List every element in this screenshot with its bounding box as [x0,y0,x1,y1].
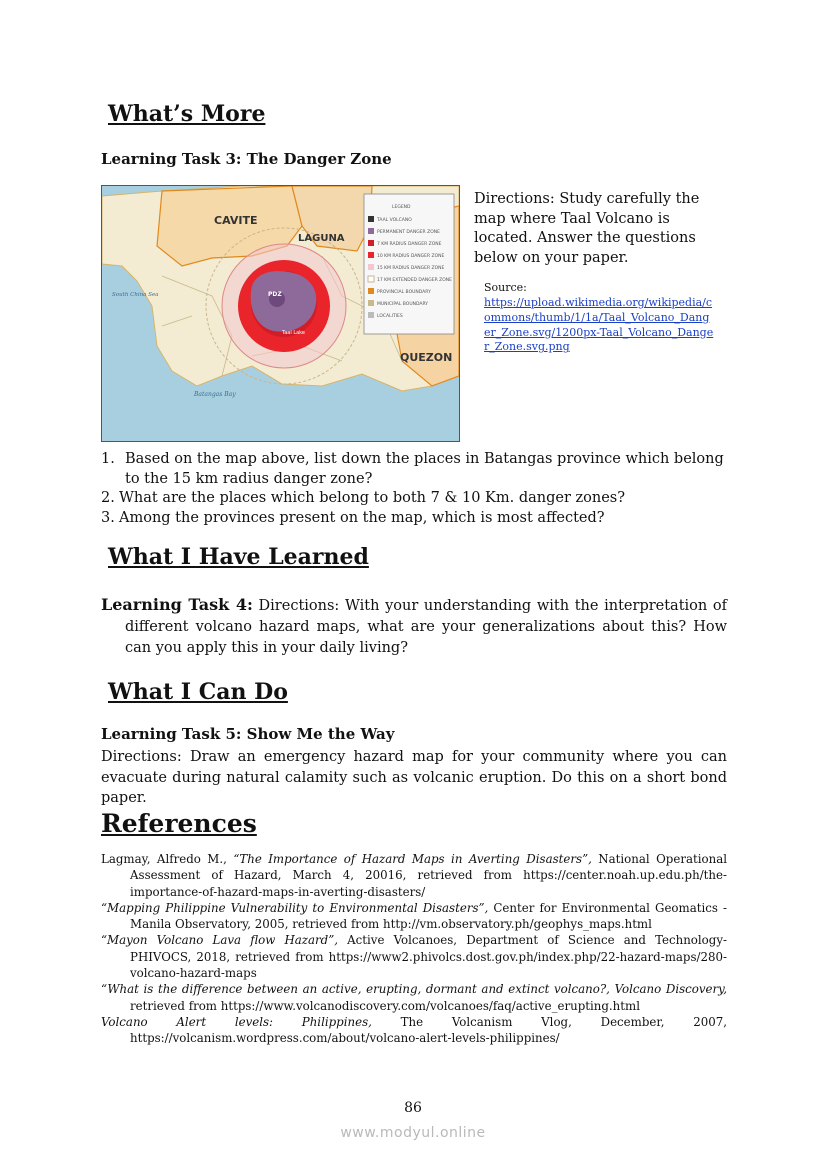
question-1: 1. Based on the map above, list down the places in Batangas province which belong to the 15 km radius danger zone? [101,451,724,487]
label-pdz: PDZ [268,291,282,298]
question-2: 2. What are the places which belong to both 7 & 10 Km. danger zones? [101,490,626,506]
svg-text:LOCALITIES: LOCALITIES [377,314,403,319]
svg-text:TAAL VOLCANO: TAAL VOLCANO [377,218,412,223]
map-legend-box [364,194,454,334]
legend-swatches [368,216,374,318]
taal-danger-zone-map [101,185,460,442]
page-number: 86 [404,1100,422,1116]
what-i-have-learned-heading: What I Have Learned [108,544,369,570]
task4-text: Directions: With your understanding with the interpretation of different volcano hazard maps, what are your generalizations about this? How can you apply this in your daily living? [125,598,727,656]
what-i-can-do-heading: What I Can Do [108,679,288,705]
svg-text:MUNICIPAL BOUNDARY: MUNICIPAL BOUNDARY [377,302,429,307]
source-link[interactable]: https://upload.wikimedia.org/wikipedia/commons/thumb/1/1a/Taal_Volcano_Danger_Zone.svg/1200px-Taal_Volcano_Danger_Zone.svg.png [484,296,714,354]
task4-label: Learning Task 4: [101,595,253,614]
label-sea: South China Sea [112,292,159,298]
svg-text:PROVINCIAL BOUNDARY: PROVINCIAL BOUNDARY [377,290,431,295]
task4-paragraph [101,594,727,659]
svg-text:7 KM RADIUS DANGER ZONE: 7 KM RADIUS DANGER ZONE [377,242,442,247]
label-cavite: CAVITE [214,214,258,227]
reference-item: “Mapping Philippine Vulnerability to Environmental Disasters”, Center for Environmental Geomatics - Manila Observatory, 2005, retrieved from http://vm.observatory.ph/geophys_maps.html [101,900,727,932]
svg-text:15 KM RADIUS DANGER ZONE: 15 KM RADIUS DANGER ZONE [377,266,445,271]
svg-text:PERMANENT DANGER ZONE: PERMANENT DANGER ZONE [377,230,440,235]
legend-title: LEGEND [392,205,411,210]
svg-text:10 KM RADIUS DANGER ZONE: 10 KM RADIUS DANGER ZONE [377,254,445,259]
source-label: Source: [484,281,527,294]
label-taal-lake: Taal Lake [282,330,305,336]
task5-text: Directions: Draw an emergency hazard map for your community where you can evacuate during natural calamity such as volcanic eruption. Do this on a short bond paper. [101,749,727,806]
task3-directions: Directions: Study carefully the map where Taal Volcano is located. Answer the questions below on your paper. [474,191,700,266]
label-laguna: LAGUNA [298,233,345,244]
watermark: www.modyul.online [340,1125,486,1141]
map-graphic [102,186,459,441]
reference-item: Lagmay, Alfredo M., “The Importance of Hazard Maps in Averting Disasters”, National Operational Assessment of Hazard, March 4, 20016, retrieved from https://center.noah.up.edu.ph/the-importance-of-hazard-maps-in-averting-disasters/ [101,852,728,899]
reference-item: “Mayon Volcano Lava flow Hazard”, Active Volcanoes, Department of Science and Technology-PHIVOCS, 2018, retrieved from https://www2.phivolcs.dost.gov.ph/index.php/22-hazard-maps/280-volcano-hazard-maps [101,933,727,981]
reference-item: Volcano Alert levels: Philippines, The Volcanism Vlog, December, 2007, https://volcanism.wordpress.com/about/volcano-alert-levels-philippines/ [101,1014,727,1046]
task3-title: Learning Task 3: The Danger Zone [101,150,392,168]
whats-more-heading: What’s More [108,101,266,127]
reference-item: “What is the difference between an active, erupting, dormant and extinct volcano?, Volcano Discovery, retrieved from https://www.volcanodiscovery.com/volcanoes/faq/active_erupting.html [101,982,727,1013]
label-quezon: QUEZON [400,351,453,364]
svg-text:17 KM EXTENDED DANGER ZONE: 17 KM EXTENDED DANGER ZONE [377,278,452,283]
references-heading: References [101,809,257,838]
label-bay: Batangas Bay [194,391,236,398]
question-3: 3. Among the provinces present on the map, which is most affected? [101,509,605,526]
references-list [101,851,727,1047]
task5-title: Learning Task 5: Show Me the Way [101,725,395,743]
questions-list [101,450,727,528]
